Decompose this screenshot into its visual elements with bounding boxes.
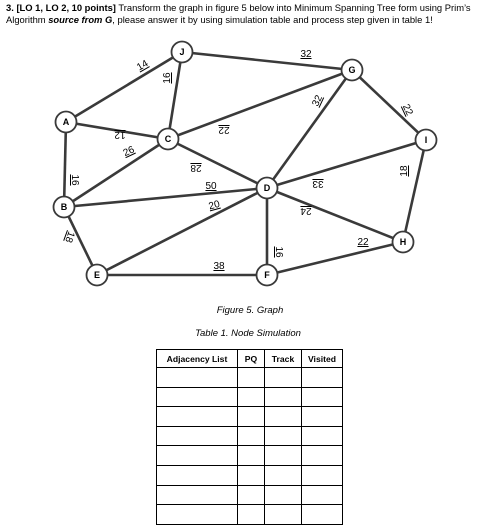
- header-visited: Visited: [302, 350, 343, 368]
- table-header-row: [157, 350, 343, 368]
- node-e: [87, 265, 108, 286]
- table-cell[interactable]: [157, 485, 238, 505]
- table-row: [157, 505, 343, 525]
- table-cell[interactable]: [265, 426, 302, 446]
- question-emphasis: source from G: [48, 14, 113, 25]
- table-cell[interactable]: [238, 387, 265, 407]
- table-cell[interactable]: [157, 505, 238, 525]
- question-tag: [LO 1, LO 2, 10 points]: [16, 2, 116, 13]
- table-cell[interactable]: [265, 387, 302, 407]
- table-row: [157, 426, 343, 446]
- node-label-e: E: [93, 270, 101, 280]
- header-adjacency-list: Adjacency List: [157, 350, 238, 368]
- table-row: [157, 446, 343, 466]
- table-cell[interactable]: [302, 485, 343, 505]
- table-cell[interactable]: [238, 407, 265, 427]
- node-i: [416, 130, 437, 151]
- table-cell[interactable]: [302, 368, 343, 388]
- edge-weight-f-h: 22: [357, 237, 369, 248]
- edge-weight-e-d: 20: [207, 198, 222, 213]
- table-cell[interactable]: [265, 368, 302, 388]
- graph-edges: [64, 52, 426, 275]
- edge-weight-a-b: 16: [69, 174, 80, 186]
- edge-d-g: [267, 70, 352, 188]
- question-number: 3.: [6, 2, 14, 13]
- table-cell[interactable]: [265, 407, 302, 427]
- edge-weight-a-c: 12: [114, 129, 126, 140]
- table-cell[interactable]: [302, 505, 343, 525]
- edge-weight-j-g: 32: [300, 49, 312, 60]
- edge-weight-c-d: 28: [190, 162, 202, 173]
- node-label-g: G: [348, 65, 356, 75]
- table-body: [157, 368, 343, 525]
- edge-weight-i-h: 18: [399, 165, 410, 177]
- edge-j-c: [168, 52, 182, 139]
- edge-weight-e-f: 38: [213, 261, 225, 272]
- node-label-c: C: [164, 134, 172, 144]
- table-row: [157, 407, 343, 427]
- node-c: [158, 129, 179, 150]
- node-label-f: F: [264, 270, 270, 280]
- table-row: [157, 465, 343, 485]
- edge-weight-c-g: 22: [218, 124, 230, 135]
- node-d: [257, 178, 278, 199]
- table-cell[interactable]: [238, 465, 265, 485]
- table-row: [157, 485, 343, 505]
- node-label-h: H: [399, 237, 407, 247]
- node-b: [54, 197, 75, 218]
- node-g: [342, 60, 363, 81]
- edge-weight-b-d: 50: [205, 181, 217, 192]
- table-cell[interactable]: [302, 465, 343, 485]
- table-cell[interactable]: [157, 465, 238, 485]
- table-cell[interactable]: [302, 407, 343, 427]
- table-cell[interactable]: [157, 407, 238, 427]
- table-cell[interactable]: [302, 426, 343, 446]
- node-label-b: B: [60, 202, 68, 212]
- edge-weight-d-i: 33: [312, 178, 324, 189]
- edge-weight-d-h: 24: [300, 205, 312, 216]
- table-row: [157, 387, 343, 407]
- node-label-i: I: [424, 135, 428, 145]
- node-label-j: J: [179, 47, 185, 57]
- node-f: [257, 265, 278, 286]
- table-cell[interactable]: [238, 485, 265, 505]
- edge-c-b: [64, 139, 168, 207]
- node-label-d: D: [263, 183, 271, 193]
- edge-a-b: [64, 122, 66, 207]
- table-cell[interactable]: [265, 505, 302, 525]
- table-cell[interactable]: [265, 485, 302, 505]
- figure-caption: Figure 5. Graph: [216, 305, 284, 316]
- node-a: [56, 112, 77, 133]
- table-row: [157, 368, 343, 388]
- edge-d-h: [267, 188, 403, 242]
- edge-weight-d-f: 16: [273, 246, 284, 258]
- edge-weight-b-e: 18: [62, 229, 77, 244]
- edge-d-i: [267, 140, 426, 188]
- node-j: [172, 42, 193, 63]
- table-cell[interactable]: [265, 465, 302, 485]
- table-cell[interactable]: [157, 446, 238, 466]
- edge-weight-j-c: 16: [162, 72, 173, 84]
- question-body-1: Transform the graph in figure 5 below into Minimum Spanning Tree form using Prim’s Algorithm: [6, 2, 471, 25]
- edge-g-i: [352, 70, 426, 140]
- header-pq: PQ: [238, 350, 265, 368]
- edge-weight-c-b: 26: [121, 144, 137, 160]
- edge-j-g: [182, 52, 352, 70]
- node-h: [393, 232, 414, 253]
- table-cell[interactable]: [157, 368, 238, 388]
- edge-weight-d-g: 32: [310, 93, 326, 109]
- table-cell[interactable]: [238, 426, 265, 446]
- table-cell[interactable]: [157, 387, 238, 407]
- simulation-table: [156, 349, 343, 525]
- header-track: Track: [265, 350, 302, 368]
- table-cell[interactable]: [302, 446, 343, 466]
- table-cell[interactable]: [302, 387, 343, 407]
- table-caption: Table 1. Node Simulation: [195, 328, 301, 339]
- edge-weight-g-i: 22: [399, 102, 415, 118]
- edge-a-j: [66, 52, 182, 122]
- table-cell[interactable]: [265, 446, 302, 466]
- table-cell[interactable]: [238, 505, 265, 525]
- edge-f-h: [267, 242, 403, 275]
- edge-c-d: [168, 139, 267, 188]
- edge-weight-a-j: 14: [135, 58, 151, 74]
- edge-i-h: [403, 140, 426, 242]
- table-cell[interactable]: [238, 368, 265, 388]
- edge-c-g: [168, 70, 352, 139]
- table-cell[interactable]: [238, 446, 265, 466]
- table-cell[interactable]: [157, 426, 238, 446]
- question-body-2: , please answer it by using simulation table and process step given in table 1!: [112, 14, 433, 25]
- node-label-a: A: [62, 117, 70, 127]
